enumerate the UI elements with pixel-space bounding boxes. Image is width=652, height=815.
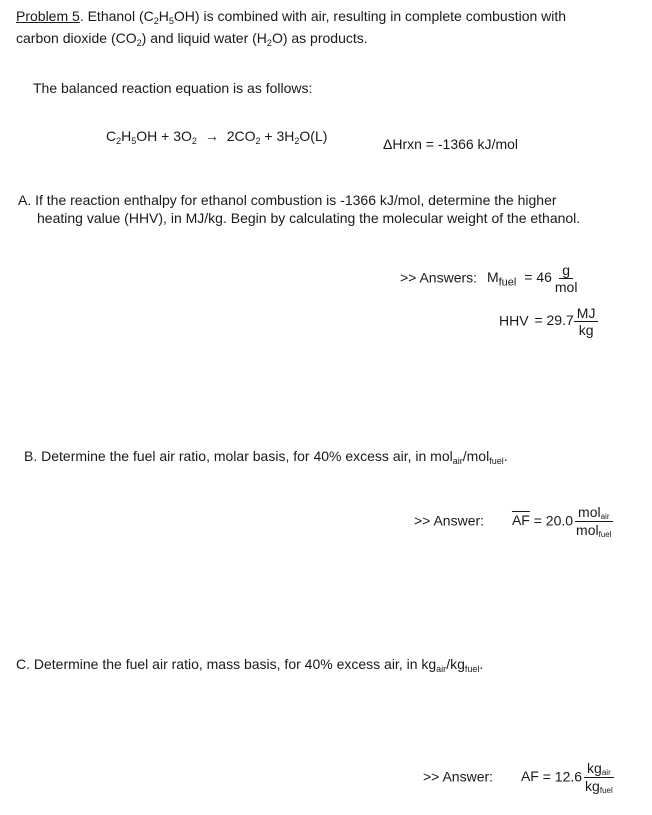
part-c-slash: /kg <box>446 656 465 672</box>
af-num: mol <box>578 504 601 520</box>
af-symbol: AF <box>520 768 539 785</box>
sub-5: 5 <box>131 136 137 146</box>
problem-intro-line1 <box>16 8 566 24</box>
part-c-sub-fuel: fuel <box>464 664 480 674</box>
part-a-line2: heating value (HHV), in MJ/kg. Begin by calculating the molecular weight of the ethanol. <box>37 210 581 226</box>
af-eq: = 20.0 <box>533 512 574 529</box>
part-a-line1: A. If the reaction enthalpy for ethanol combustion is -1366 kJ/mol, determine the higher <box>18 192 557 208</box>
part-b-question <box>24 448 508 464</box>
m-fraction <box>552 262 581 295</box>
eq-liquid: O(L) <box>299 128 328 144</box>
intro-line2-a: carbon dioxide (CO <box>16 30 137 46</box>
sub-2: 2 <box>136 38 142 48</box>
af-fraction <box>573 504 614 539</box>
part-b-slash: /mol <box>462 448 490 464</box>
hhv-label: HHV <box>499 312 529 329</box>
part-b-sub-fuel: fuel <box>489 456 504 466</box>
af-den: mol <box>576 522 599 539</box>
af-fraction <box>582 760 616 795</box>
eq-h: H <box>121 128 132 144</box>
eq-h2o: + 3H <box>264 128 295 144</box>
part-c-answer <box>423 760 616 795</box>
sub-2: 2 <box>294 136 300 146</box>
sub-2: 2 <box>116 136 122 146</box>
sub-2: 2 <box>266 38 272 48</box>
af-num-sub: air <box>601 768 611 777</box>
eq-oh: OH + 3O <box>136 128 192 144</box>
hhv-den: kg <box>578 322 594 339</box>
enthalpy-value: ΔHrxn = -1366 kJ/mol <box>383 136 519 152</box>
part-b-text: B. Determine the fuel air ratio, molar basis, for 40% excess air, in mol <box>24 448 453 464</box>
sub-5: 5 <box>168 16 174 26</box>
problem-intro-line2 <box>16 30 368 46</box>
intro-text-end: OH) is combined with air, resulting in complete combustion with <box>173 8 567 24</box>
part-b-sub-air: air <box>452 456 463 466</box>
af-num-sub: air <box>600 512 610 521</box>
answers-label: >> Answers: <box>400 269 478 286</box>
intro-line2-b: ) and liquid water (H <box>141 30 267 46</box>
hhv-eq: = 29.7 <box>534 312 574 329</box>
part-c-question <box>16 656 483 672</box>
part-c-sub-air: air <box>436 664 447 674</box>
hhv-fraction <box>574 305 599 338</box>
af-den-sub: fuel <box>599 786 613 796</box>
af-den-sub: fuel <box>598 530 612 540</box>
m-den: mol <box>554 279 578 296</box>
sub-2: 2 <box>255 136 261 146</box>
part-a-answer-hhv <box>499 305 598 338</box>
answer-label: >> Answer: <box>423 768 494 785</box>
part-b-end: . <box>503 448 508 464</box>
balanced-equation <box>106 128 327 144</box>
intro-line2-c: O) as products. <box>271 30 368 46</box>
af-symbol: $\overline{AF}$ <box>511 512 530 529</box>
af-eq: = 12.6 <box>542 768 583 785</box>
part-c-end: . <box>479 656 484 672</box>
m-eq: = 46 <box>524 269 552 286</box>
af-den: kg <box>585 778 600 795</box>
problem-label: Problem 5 <box>16 8 80 24</box>
hhv-num: MJ <box>574 305 599 322</box>
sub-2: 2 <box>153 16 159 26</box>
balanced-lead: The balanced reaction equation is as follows: <box>33 80 313 96</box>
intro-text: . Ethanol (C <box>79 8 154 24</box>
eq-co: 2CO <box>226 128 256 144</box>
m-num: g <box>559 262 573 279</box>
arrow-icon: → <box>204 128 219 144</box>
intro-h: H <box>158 8 169 24</box>
m-symbol: M <box>486 269 499 286</box>
m-sub: fuel <box>498 276 517 289</box>
part-a-answer-mfuel <box>400 262 580 295</box>
answer-label: >> Answer: <box>414 512 485 529</box>
sub-2: 2 <box>191 136 197 146</box>
af-num: kg <box>587 760 602 776</box>
part-b-answer <box>414 504 615 539</box>
part-c-text: C. Determine the fuel air ratio, mass basis, for 40% excess air, in kg <box>16 656 437 672</box>
eq-c: C <box>106 128 117 144</box>
